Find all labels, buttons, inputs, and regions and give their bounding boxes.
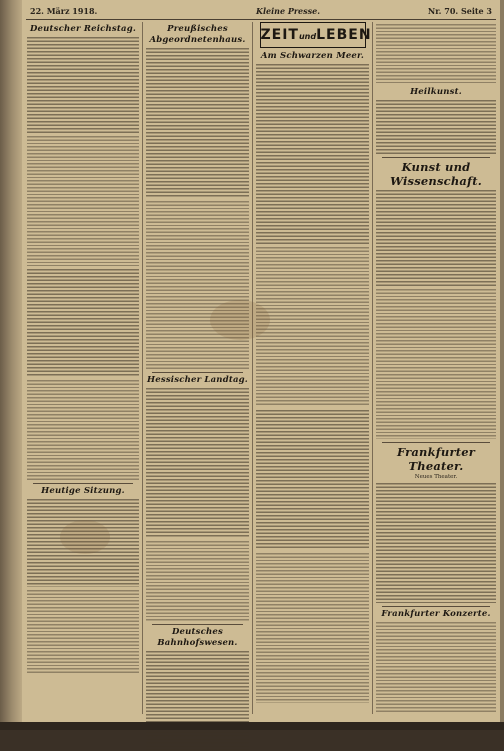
article-text	[146, 388, 249, 538]
article-text	[376, 289, 496, 439]
scan-shadow	[0, 722, 504, 730]
article-text	[27, 37, 139, 133]
headline-bahnhofswesen: Deutsches Bahnhofswesen.	[157, 627, 238, 648]
zeit-und-leben-masthead	[260, 22, 372, 48]
article-text	[376, 622, 496, 712]
article-text	[376, 190, 496, 286]
headline-hessischer-landtag: Hessischer Landtag.	[147, 375, 248, 385]
paper-stain	[60, 520, 110, 554]
paper-stain	[210, 300, 270, 340]
article-text	[27, 380, 139, 480]
header-paper-title: Kleine Presse.	[256, 6, 321, 16]
article-text	[376, 24, 496, 84]
article-text	[376, 100, 496, 154]
headline-heilkunst: Heilkunst.	[410, 87, 462, 97]
article-text	[27, 590, 139, 674]
article-text	[146, 48, 249, 198]
header-issue: Nr. 70. Seite 3	[427, 6, 492, 16]
article-text	[376, 483, 496, 603]
column-rule	[372, 22, 373, 714]
headline-reichstag: Deutscher Reichstag.	[29, 24, 137, 34]
article-text	[146, 651, 249, 751]
masthead-zeit: ZEIT	[260, 27, 299, 43]
column-2	[146, 22, 249, 714]
headline-kunst-wissenschaft: Kunst und Wissenschaft.	[390, 160, 482, 188]
column-rule	[252, 22, 253, 714]
subhead-neues-theater: Neues Theater.	[414, 474, 458, 480]
divider	[382, 157, 490, 158]
headline-frankfurter-theater: Frankfurter Theater.	[396, 445, 476, 473]
headline-frankfurter-konzerte: Frankfurter Konzerte.	[381, 609, 491, 619]
divider	[152, 372, 243, 373]
divider	[152, 624, 243, 625]
divider	[382, 442, 490, 443]
column-rule	[142, 22, 143, 714]
header-date: 22. März 1918.	[30, 6, 98, 16]
headline-schwarzes-meer: Am Schwarzen Meer.	[260, 51, 365, 61]
divider	[33, 483, 133, 484]
column-3	[256, 22, 372, 714]
article-text	[27, 136, 139, 266]
binding-gutter	[0, 0, 22, 722]
headline-abgeordnetenhaus: Preußisches Abgeordnetenhaus.	[149, 24, 246, 45]
article-text	[256, 553, 369, 703]
article-text	[256, 64, 369, 244]
headline-heutige-sitzung: Heutige Sitzung.	[41, 486, 125, 496]
masthead-und: und	[298, 32, 317, 41]
page-edge	[500, 0, 504, 722]
article-text	[256, 247, 369, 407]
article-text	[146, 201, 249, 369]
column-4	[376, 22, 496, 714]
article-text	[256, 410, 369, 550]
article-text	[146, 541, 249, 621]
article-text	[27, 269, 139, 377]
masthead-leben: LEBEN	[316, 27, 372, 43]
column-1	[27, 22, 139, 714]
divider	[382, 606, 490, 607]
running-head	[26, 3, 496, 20]
